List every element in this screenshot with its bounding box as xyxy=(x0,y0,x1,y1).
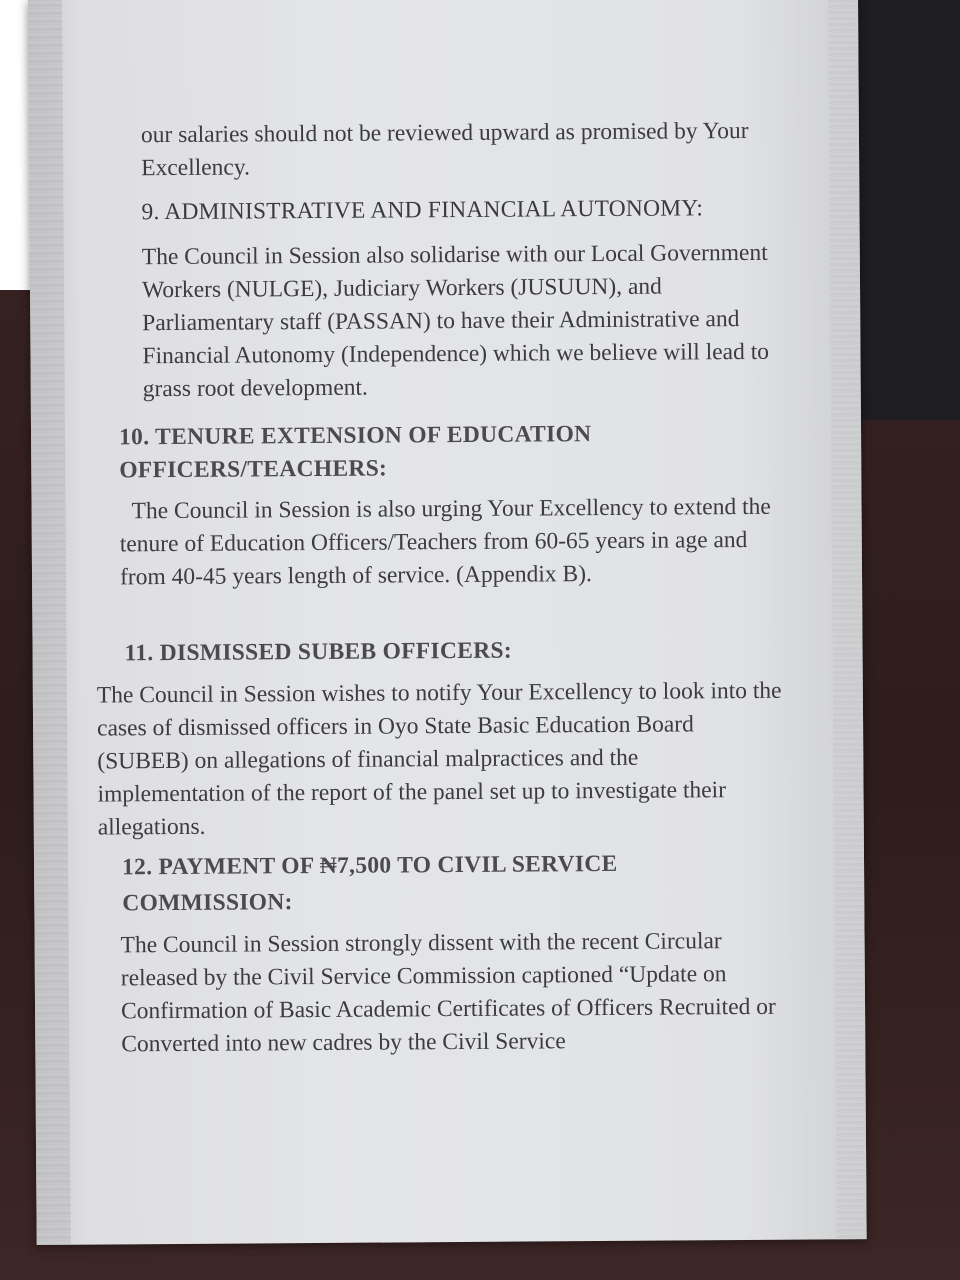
section-heading-text: 12. PAYMENT OF ₦7,500 TO CIVIL SERVICE COMMISSION: xyxy=(121,850,618,917)
section-11-heading xyxy=(124,633,724,670)
intro-text: our salaries should not be reviewed upward as promised by Your Excellency. xyxy=(140,117,749,182)
section-9-body xyxy=(142,237,783,406)
document-content xyxy=(28,0,867,1245)
section-12-body xyxy=(120,925,801,1062)
document-page xyxy=(28,0,867,1245)
section-10-body xyxy=(119,491,780,595)
section-10-heading xyxy=(119,418,659,488)
section-body-text: The Council in Session also solidarise with our Local Government Workers (NULGE), Judiciary Workers (JUSUUN), and Parliamentary staff (PASSAN) to have their Administrative and Financial Autonomy (Independence) which we believe will lead to grass root development. xyxy=(141,239,770,403)
section-heading-text: 10. TENURE EXTENSION OF EDUCATION OFFICERS/TEACHERS: xyxy=(118,421,592,484)
section-body-text: The Council in Session is also urging Your Excellency to extend the tenure of Education Officers/Teachers from 60-65 years in age and from 40-45 years length of service. (Appendix B). xyxy=(119,493,771,591)
section-body-text: The Council in Session wishes to notify Your Excellency to look into the cases of dismissed officers in Oyo State Basic Education Board (SUBEB) on allegations of financial malpractices and the implementation of the report of the panel set up to investigate their allegations. xyxy=(96,677,782,841)
intro-paragraph xyxy=(141,115,781,185)
section-heading-text: 9. ADMINISTRATIVE AND FINANCIAL AUTONOMY: xyxy=(141,195,704,226)
section-12-heading xyxy=(122,845,702,921)
section-heading-text: 11. DISMISSED SUBEB OFFICERS: xyxy=(124,637,513,667)
section-9-heading xyxy=(141,191,821,229)
section-body-text: The Council in Session strongly dissent with the recent Circular released by the Civil Service Commission captioned “Update on Confirmation of Basic Academic Certificates of Officers Recruited or Converted into new cadres by the Civil Service xyxy=(120,928,776,1058)
section-11-body xyxy=(97,675,788,845)
